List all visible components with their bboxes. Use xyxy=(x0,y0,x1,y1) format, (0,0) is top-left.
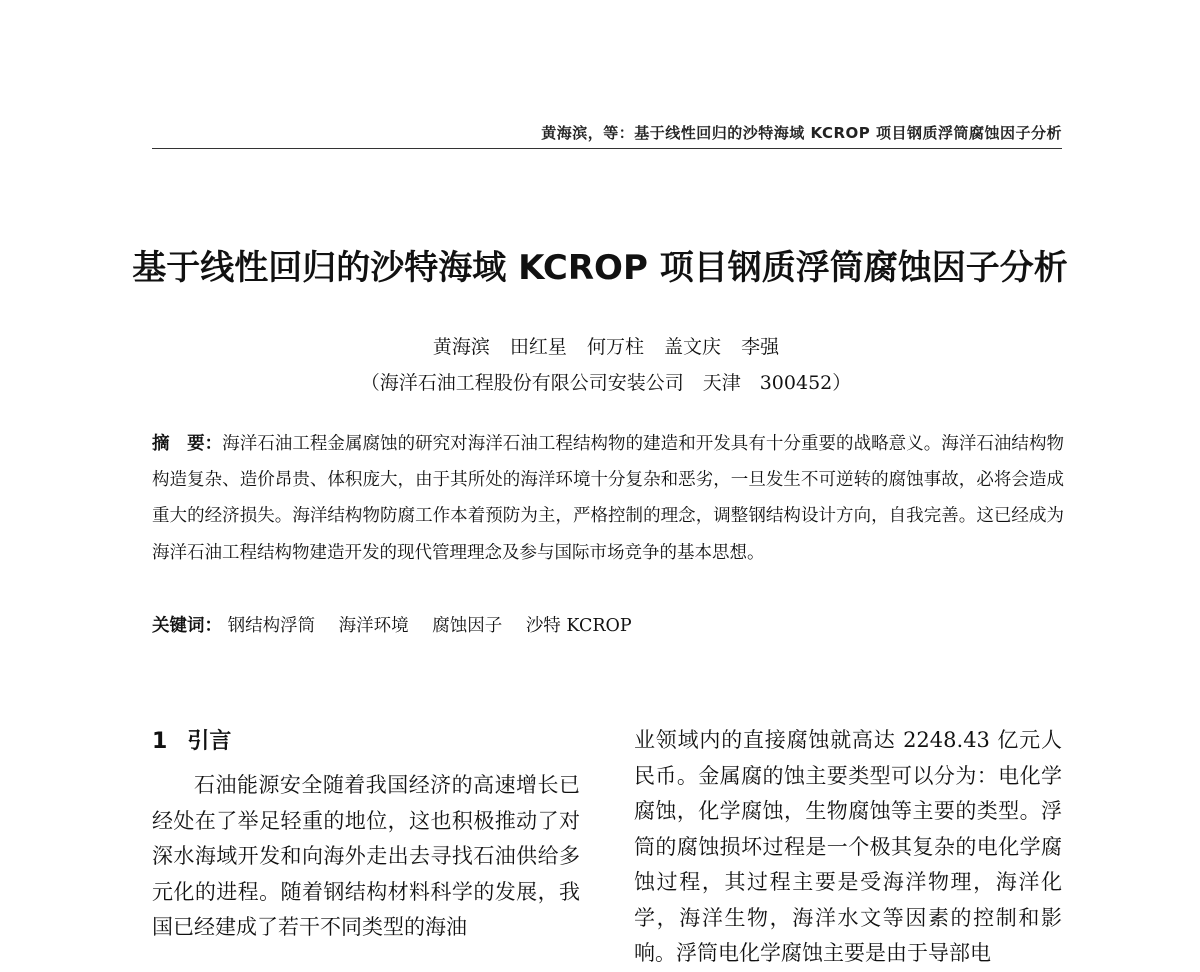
section-number: 1 xyxy=(152,729,168,754)
abstract-label: 摘 要： xyxy=(152,434,223,454)
section-heading xyxy=(152,724,231,755)
author: 盖文庆 xyxy=(664,336,722,358)
running-header: 黄海滨，等：基于线性回归的沙特海域 KCROP 项目钢质浮筒腐蚀因子分析 xyxy=(541,124,1062,142)
abstract xyxy=(152,426,1064,571)
abstract-text: 海洋石油工程金属腐蚀的研究对海洋石油工程结构物的建造和开发具有十分重要的战略意义。海洋石油结构物构造复杂、造价昂贵、体积庞大，由于其所处的海洋环境十分复杂和恶劣，一旦发生不可逆转的腐蚀事故，必将会造成重大的经济损失。海洋结构物防腐工作本着预防为主，严格控制的理念，调整钢结构设计方向，自我完善。这已经成为海洋石油工程结构物建造开发的现代管理理念及参与国际市场竞争的基本思想。 xyxy=(152,434,1065,563)
keyword: 钢结构浮筒 xyxy=(227,616,316,636)
author: 何万柱 xyxy=(586,336,644,358)
keywords-label: 关键词： xyxy=(152,616,222,636)
keyword: 海洋环境 xyxy=(338,616,409,636)
author: 田红星 xyxy=(509,336,567,358)
author: 黄海滨 xyxy=(432,336,490,358)
keyword: 腐蚀因子 xyxy=(432,616,503,636)
author: 李强 xyxy=(741,336,780,358)
keyword: 沙特 KCROP xyxy=(525,616,632,636)
body-left-column: 石油能源安全随着我国经济的高速增长已经处在了举足轻重的地位，这也积极推动了对深水海域开发和向海外走出去寻找石油供给多元化的进程。随着钢结构材料科学的发展，我国已经建成了若干不同类型的海油 xyxy=(152,773,580,939)
keywords xyxy=(152,612,1064,637)
affiliation: （海洋石油工程股份有限公司安装公司 天津 300452） xyxy=(360,372,852,394)
body-right-column: 业领域内的直接腐蚀就高达 2248.43 亿元人民币。金属腐的蚀主要类型可以分为：电化学腐蚀，化学腐蚀，生物腐蚀等主要的类型。浮筒的腐蚀损坏过程是一个极其复杂的电化学腐蚀过程，其过程主要是受海洋物理，海洋化学，海洋生物，海洋水文等因素的控制和影响。浮筒电化学腐蚀主要是由于导部电 xyxy=(634,728,1062,965)
section-title: 引言 xyxy=(187,729,232,754)
paper-title: 基于线性回归的沙特海域 KCROP 项目钢质浮筒腐蚀因子分析 xyxy=(132,248,1068,288)
header-rule xyxy=(152,148,1062,149)
author-list xyxy=(150,332,1062,359)
